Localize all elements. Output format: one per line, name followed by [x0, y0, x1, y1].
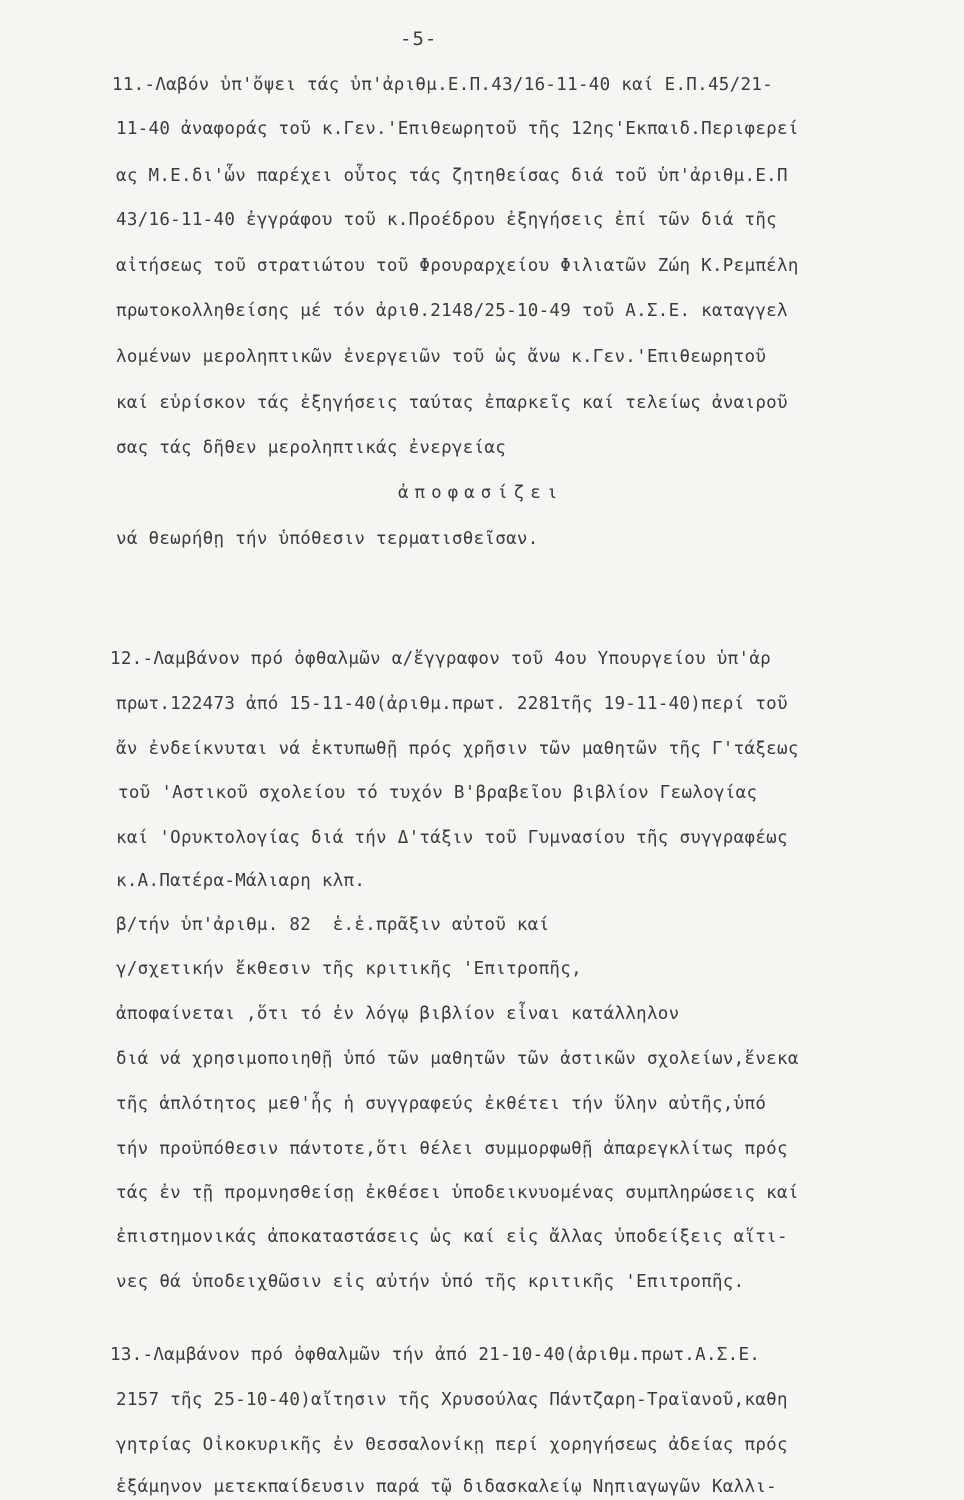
paragraph-11-line-11: νά θεωρήθῃ τήν ὑπόθεσιν τερματισθεῖσαν. [116, 529, 539, 549]
paragraph-11-line-4: 43/16-11-40 ἐγγράφου τοῦ κ.Προέδρου ἐξηγήσεις ἐπί τῶν διά τῆς [116, 210, 777, 230]
paragraph-11-line-1: 11.-Λαβόν ὑπ'ὄψει τάς ὑπ'ἀριθμ.Ε.Π.43/16-11-40 καί Ε.Π.45/21- [112, 75, 773, 95]
paragraph-11-decision: ἀποφασίζει [398, 483, 564, 503]
paragraph-13-line-2: 2157 τῆς 25-10-40)αἴτησιν τῆς Χρυσούλας Πάντζαρη-Τραϊανοῦ,καθη [116, 1390, 788, 1410]
paragraph-12-line-3: ἄν ἐνδείκνυται νά ἐκτυπωθῇ πρός χρῆσιν τῶν μαθητῶν τῆς Γ'τάξεως [116, 739, 799, 759]
page-number: -5- [400, 28, 438, 50]
paragraph-12-line-6: κ.Α.Πατέρα-Μάλιαρη κλπ. [116, 871, 366, 891]
paragraph-12-line-12: τήν προϋπόθεσιν πάντοτε,ὅτι θέλει συμμορφωθῇ ἀπαρεγκλίτως πρός [116, 1139, 788, 1159]
paragraph-11-line-8: καί εὑρίσκον τάς ἐξηγήσεις ταύτας ἐπαρκεῖς καί τελείως ἀναιροῦ [116, 393, 788, 413]
paragraph-12-line-7: β/τήν ὑπ'ἀριθμ. 82 ἑ.ἑ.πρᾶξιν αὐτοῦ καί [116, 915, 550, 935]
paragraph-11-line-5: αἰτήσεως τοῦ στρατιώτου τοῦ Φρουραρχείου Φιλιατῶν Ζώη Κ.Ρεμπέλη [116, 256, 799, 276]
paragraph-12-line-2: πρωτ.122473 ἀπό 15-11-40(ἀριθμ.πρωτ. 2281τῆς 19-11-40)περί τοῦ [116, 694, 788, 714]
paragraph-12-line-14: ἐπιστημονικάς ἀποκαταστάσεις ὡς καί εἰς ἄλλας ὑποδείξεις αἵτι- [116, 1227, 788, 1247]
paragraph-11-line-9: σας τάς δῆθεν μεροληπτικάς ἐνεργείας [116, 438, 507, 458]
paragraph-13-line-3: γητρίας Οἰκοκυρικῆς ἐν Θεσσαλονίκῃ περί χορηγήσεως ἀδείας πρός [116, 1435, 788, 1455]
paragraph-13-line-4: ἑξάμηνον μετεκπαίδευσιν παρά τῷ διδασκαλείῳ Νηπιαγωγῶν Καλλι- [116, 1477, 777, 1497]
paragraph-11-line-7: λομένων μεροληπτικῶν ἐνεργειῶν τοῦ ὡς ἄνω κ.Γεν.'Επιθεωρητοῦ [116, 347, 767, 367]
paragraph-12-line-5: καί 'Ορυκτολογίας διά τήν Δ'τάξιν τοῦ Γυμνασίου τῆς συγγραφέως [116, 828, 788, 848]
paragraph-12-line-13: τάς ἐν τῇ προμνησθείσῃ ἐκθέσει ὑποδεικνυομένας συμπληρώσεις καί [116, 1183, 799, 1203]
paragraph-11-line-2: 11-40 ἀναφοράς τοῦ κ.Γεν.'Επιθεωρητοῦ τῆς 12ης'Εκπαιδ.Περιφερεί [116, 119, 799, 139]
paragraph-12-line-15: νες θά ὑποδειχθῶσιν εἰς αὐτήν ὑπό τῆς κριτικῆς 'Επιτροπῆς. [116, 1272, 745, 1292]
paragraph-12-line-8: γ/σχετικήν ἔκθεσιν τῆς κριτικῆς 'Επιτροπῆς, [116, 959, 582, 979]
paragraph-12-line-9: ἀποφαίνεται ,ὅτι τό ἐν λόγῳ βιβλίον εἶναι κατάλληλον [116, 1004, 680, 1024]
paragraph-12-line-10: διά νά χρησιμοποιηθῇ ὑπό τῶν μαθητῶν τῶν ἀστικῶν σχολείων,ἕνεκα [116, 1049, 799, 1069]
paragraph-12-line-4: τοῦ 'Αστικοῦ σχολείου τό τυχόν Β'βραβεῖου βιβλίον Γεωλογίας [118, 783, 758, 803]
paragraph-11-line-6: πρωτοκολληθείσης μέ τόν ἀριθ.2148/25-10-49 τοῦ Α.Σ.Ε. καταγγελ [116, 301, 788, 321]
paragraph-13-line-1: 13.-Λαμβάνον πρό ὀφθαλμῶν τήν ἀπό 21-10-40(ἀριθμ.πρωτ.Α.Σ.Ε. [110, 1345, 761, 1365]
paragraph-11-line-3: ας Μ.Ε.δι'ὧν παρέχει οὗτος τάς ζητηθείσας διά τοῦ ὑπ'ἀριθμ.Ε.Π [116, 166, 788, 186]
paragraph-12-line-11: τῆς ἁπλότητος μεθ'ἧς ἡ συγγραφεύς ἐκθέτει τήν ὕλην αὐτῆς,ὑπό [116, 1094, 767, 1114]
paragraph-12-line-1: 12.-Λαμβάνον πρό ὀφθαλμῶν α/ἔγγραφον τοῦ 4ου Υπουργείου ὑπ'ἀρ [110, 649, 771, 669]
